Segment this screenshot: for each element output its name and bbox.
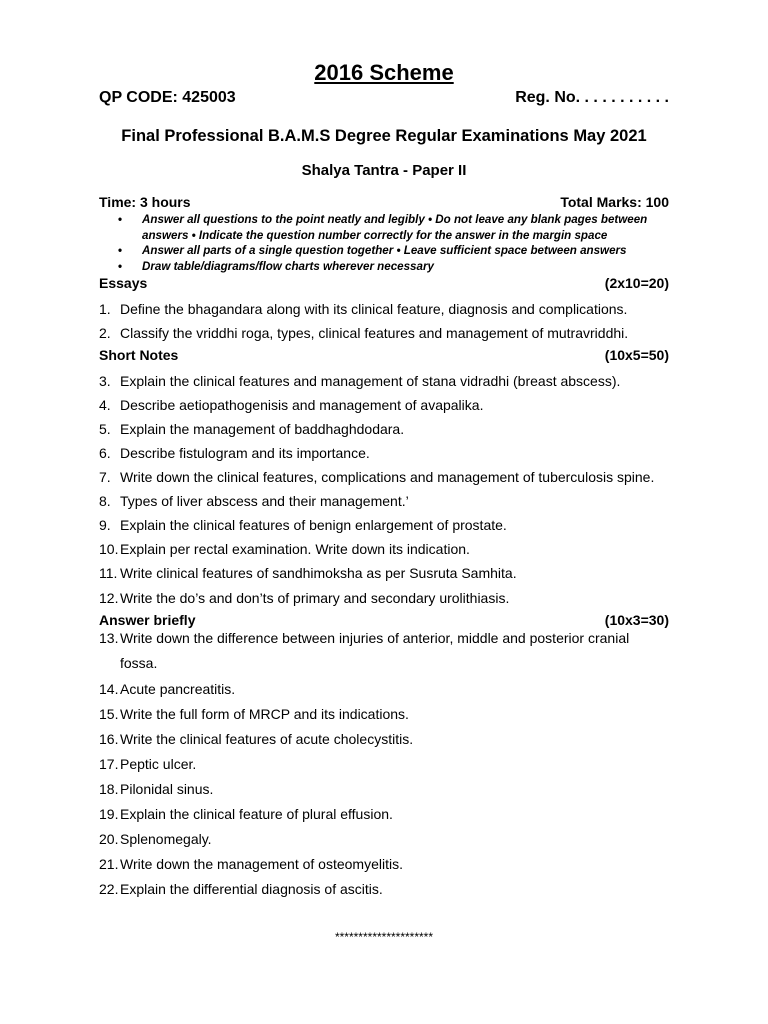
question-item [99, 852, 659, 877]
question-item [99, 702, 659, 727]
question-item [99, 417, 659, 442]
question-item [99, 877, 659, 902]
question-item [99, 586, 659, 611]
question-text: Classify the vriddhi roga, types, clinical features and management of mutravriddhi. [120, 325, 629, 341]
section-heading-essays [99, 275, 669, 293]
question-number: 2. [99, 325, 111, 341]
question-item [99, 369, 659, 394]
question-text: Define the bhagandara along with its clinical feature, diagnosis and complications. [120, 301, 628, 317]
question-item [99, 465, 659, 490]
scheme-title: 2016 Scheme [314, 60, 454, 85]
section-heading-short-notes [99, 347, 669, 365]
instructions-list [118, 212, 673, 274]
question-item [99, 802, 659, 827]
bullet-icon: • [118, 213, 123, 226]
question-item [99, 752, 659, 777]
question-number: 21. [99, 856, 119, 872]
question-item [99, 441, 659, 466]
section-marks: (10x5=50) [604, 347, 669, 363]
question-text: Describe fistulogram and its importance. [120, 445, 370, 461]
question-number: 12. [99, 590, 119, 606]
instruction-text: Answer all parts of a single question together • Leave sufficient space between answers [142, 244, 627, 257]
question-number: 20. [99, 831, 119, 847]
bullet-icon: • [118, 259, 123, 273]
question-number: 11. [99, 565, 118, 581]
exam-title: Final Professional B.A.M.S Degree Regular Examinations May 2021 [121, 127, 647, 145]
question-item [99, 561, 659, 586]
question-item [99, 489, 659, 514]
question-number: 6. [99, 445, 111, 461]
question-text: Write the do’s and don’ts of primary and secondary urolithiasis. [120, 590, 510, 606]
reg-no: Reg. No. . . . . . . . . . . [515, 89, 669, 106]
question-text: Write down the clinical features, complications and management of tuberculosis spine. [120, 469, 655, 485]
section-title: Answer briefly [99, 612, 196, 628]
question-text: Explain the clinical feature of plural effusion. [120, 806, 393, 822]
question-text: Explain the clinical features of benign enlargement of prostate. [120, 517, 507, 533]
question-item [99, 777, 659, 802]
question-number: 15. [99, 706, 119, 722]
question-item [99, 827, 659, 852]
time-marks-row [99, 194, 669, 212]
question-text: Pilonidal sinus. [120, 781, 214, 797]
question-number: 1. [99, 301, 111, 317]
question-item [99, 297, 659, 322]
question-number: 13. [99, 630, 119, 646]
section-title: Short Notes [99, 347, 179, 363]
qp-code-row [99, 89, 669, 109]
instruction-item [118, 243, 673, 259]
question-text: Types of liver abscess and their management.’ [120, 493, 409, 509]
question-text: Explain the clinical features and management of stana vidradhi (breast abscess). [120, 373, 621, 389]
question-item [99, 677, 659, 702]
question-text: Write down the management of osteomyelitis. [120, 856, 403, 872]
time-allowed: Time: 3 hours [99, 194, 191, 210]
question-number: 8. [99, 493, 111, 509]
question-number: 7. [99, 469, 111, 485]
question-number: 3. [99, 373, 111, 389]
question-text: Splenomegaly. [120, 831, 212, 847]
instruction-text: Answer all questions to the point neatly and legibly • Do not leave any blank pages between answers • Indicate the question number correctly for the answer in the margin space [142, 213, 648, 242]
question-number: 5. [99, 421, 111, 437]
section-marks: (2x10=20) [604, 275, 669, 291]
question-item [99, 321, 659, 346]
question-number: 19. [99, 806, 119, 822]
question-text: Describe aetiopathogenisis and management of avapalika. [120, 397, 484, 413]
question-number: 4. [99, 397, 111, 413]
total-marks: Total Marks: 100 [560, 194, 669, 210]
question-number: 14. [99, 681, 119, 697]
question-number: 16. [99, 731, 119, 747]
instruction-item [118, 259, 673, 275]
section-marks: (10x3=30) [604, 612, 669, 628]
instruction-text: Draw table/diagrams/flow charts wherever necessary [142, 259, 434, 273]
question-text: Write the clinical features of acute cholecystitis. [120, 731, 414, 747]
question-text: Write the full form of MRCP and its indications. [120, 706, 409, 722]
question-text: Acute pancreatitis. [120, 681, 236, 697]
question-text: Peptic ulcer. [120, 756, 197, 772]
question-text: Explain the differential diagnosis of ascitis. [120, 881, 383, 897]
bullet-icon: • [118, 244, 123, 257]
instruction-item [118, 212, 673, 243]
question-number: 17. [99, 756, 119, 772]
question-number: 22. [99, 881, 119, 897]
question-number: 10. [99, 541, 119, 557]
question-text: Write down the difference between injuries of anterior, middle and posterior cranial fossa. [120, 630, 630, 671]
question-item [99, 537, 659, 562]
question-item [99, 727, 659, 752]
question-text: Explain the management of baddhaghdodara. [120, 421, 405, 437]
qp-code: QP CODE: 425003 [99, 89, 236, 106]
question-text: Explain per rectal examination. Write down its indication. [120, 541, 470, 557]
end-of-paper-divider: ********************* [334, 930, 434, 944]
paper-title: Shalya Tantra - Paper II [301, 162, 467, 179]
section-title: Essays [99, 275, 148, 291]
question-item [99, 626, 659, 675]
question-item [99, 513, 659, 538]
question-number: 9. [99, 517, 111, 533]
question-number: 18. [99, 781, 119, 797]
question-item [99, 393, 659, 418]
question-text: Write clinical features of sandhimoksha as per Susruta Samhita. [120, 565, 517, 581]
